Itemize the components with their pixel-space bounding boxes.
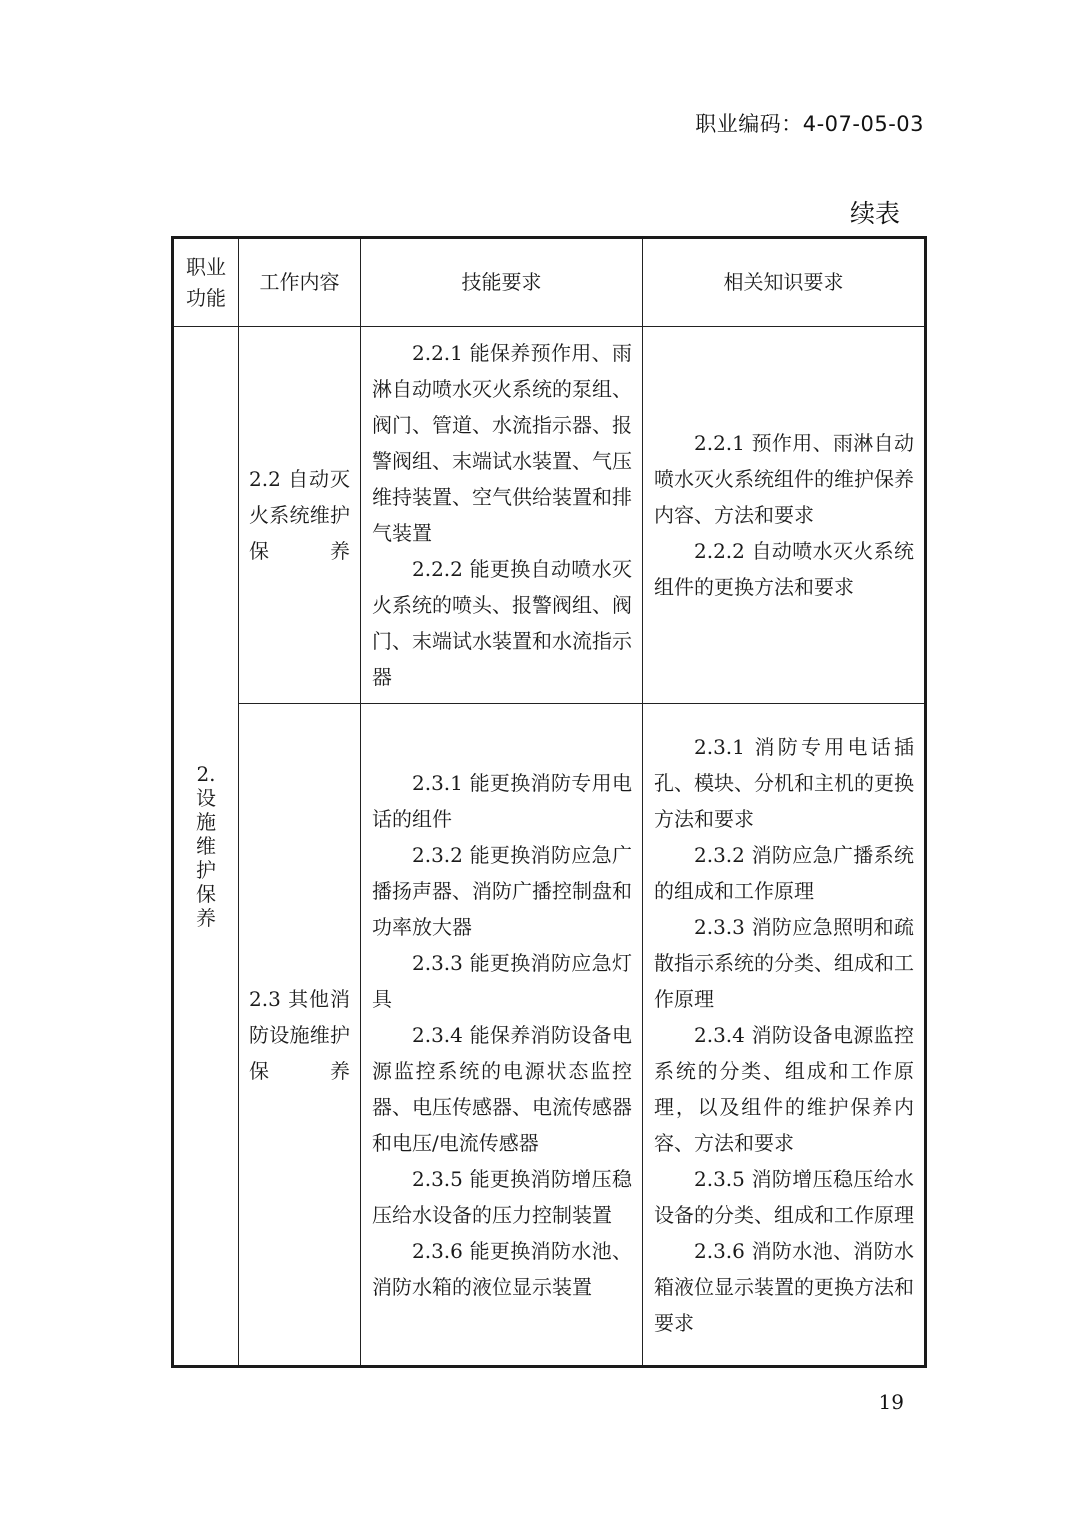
header-function-line: 职业: [186, 254, 226, 279]
header-skills: 技能要求: [361, 238, 643, 327]
occupation-code: 职业编码：4-07-05-03: [695, 112, 924, 136]
skill-item: 2.3.3 能更换消防应急灯具: [372, 950, 632, 1011]
knowledge-item: 2.3.5 消防增压稳压给水设备的分类、组成和工作原理: [654, 1166, 914, 1227]
header-function: [173, 238, 239, 327]
knowledge-item: 2.3.3 消防应急照明和疏散指示系统的分类、组成和工作原理: [654, 914, 914, 1011]
knowledge-item: 2.3.1 消防专用电话插孔、模块、分机和主机的更换方法和要求: [654, 734, 914, 831]
skill-item: 2.3.6 能更换消防水池、消防水箱的液位显示装置: [372, 1238, 632, 1299]
skill-item: 2.3.2 能更换消防应急广播扬声器、消防广播控制盘和功率放大器: [372, 842, 632, 939]
work-cell: 2.3 其他消防设施维护保养: [239, 704, 361, 1367]
skill-item: 2.2.2 能更换自动喷水灭火系统的喷头、报警阀组、阀门、末端试水装置和水流指示器: [372, 557, 632, 689]
knowledge-item: 2.3.6 消防水池、消防水箱液位显示装置的更换方法和要求: [654, 1238, 914, 1335]
knowledge-item: 2.2.1 预作用、雨淋自动喷水灭火系统组件的维护保养内容、方法和要求: [654, 431, 914, 527]
skill-item: 2.3.1 能更换消防专用电话的组件: [372, 770, 632, 831]
skill-item: 2.3.5 能更换消防增压稳压给水设备的压力控制装置: [372, 1166, 632, 1227]
function-cell: [173, 327, 239, 1367]
table-header-row: [173, 238, 926, 327]
work-cell: 2.2 自动灭火系统维护保养: [239, 327, 361, 704]
knowledge-item: 2.3.2 消防应急广播系统的组成和工作原理: [654, 842, 914, 903]
knowledge-item: 2.3.4 消防设备电源监控系统的分类、组成和工作原理，以及组件的维护保养内容、方法和要求: [654, 1022, 914, 1155]
header-function-line: 功能: [186, 285, 226, 310]
skills-cell: [361, 327, 643, 704]
continued-label: 续表: [849, 199, 900, 228]
skills-cell: [361, 704, 643, 1367]
table-row: [173, 704, 926, 1367]
header-work: 工作内容: [239, 238, 361, 327]
header-knowledge: 相关知识要求: [643, 238, 926, 327]
table-row: [173, 327, 926, 704]
standards-table: [171, 236, 927, 1368]
knowledge-cell: [643, 704, 926, 1367]
page-number: 19: [878, 1390, 904, 1414]
function-label: 2.设施维护保养: [196, 762, 216, 930]
skill-item: 2.2.1 能保养预作用、雨淋自动喷水灭火系统的泵组、阀门、管道、水流指示器、报警阀组、末端试水装置、气压维持装置、空气供给装置和排气装置: [372, 341, 632, 545]
knowledge-item: 2.2.2 自动喷水灭火系统组件的更换方法和要求: [654, 539, 914, 599]
knowledge-cell: [643, 327, 926, 704]
skill-item: 2.3.4 能保养消防设备电源监控系统的电源状态监控器、电压传感器、电流传感器和电压/电流传感器: [372, 1022, 632, 1155]
